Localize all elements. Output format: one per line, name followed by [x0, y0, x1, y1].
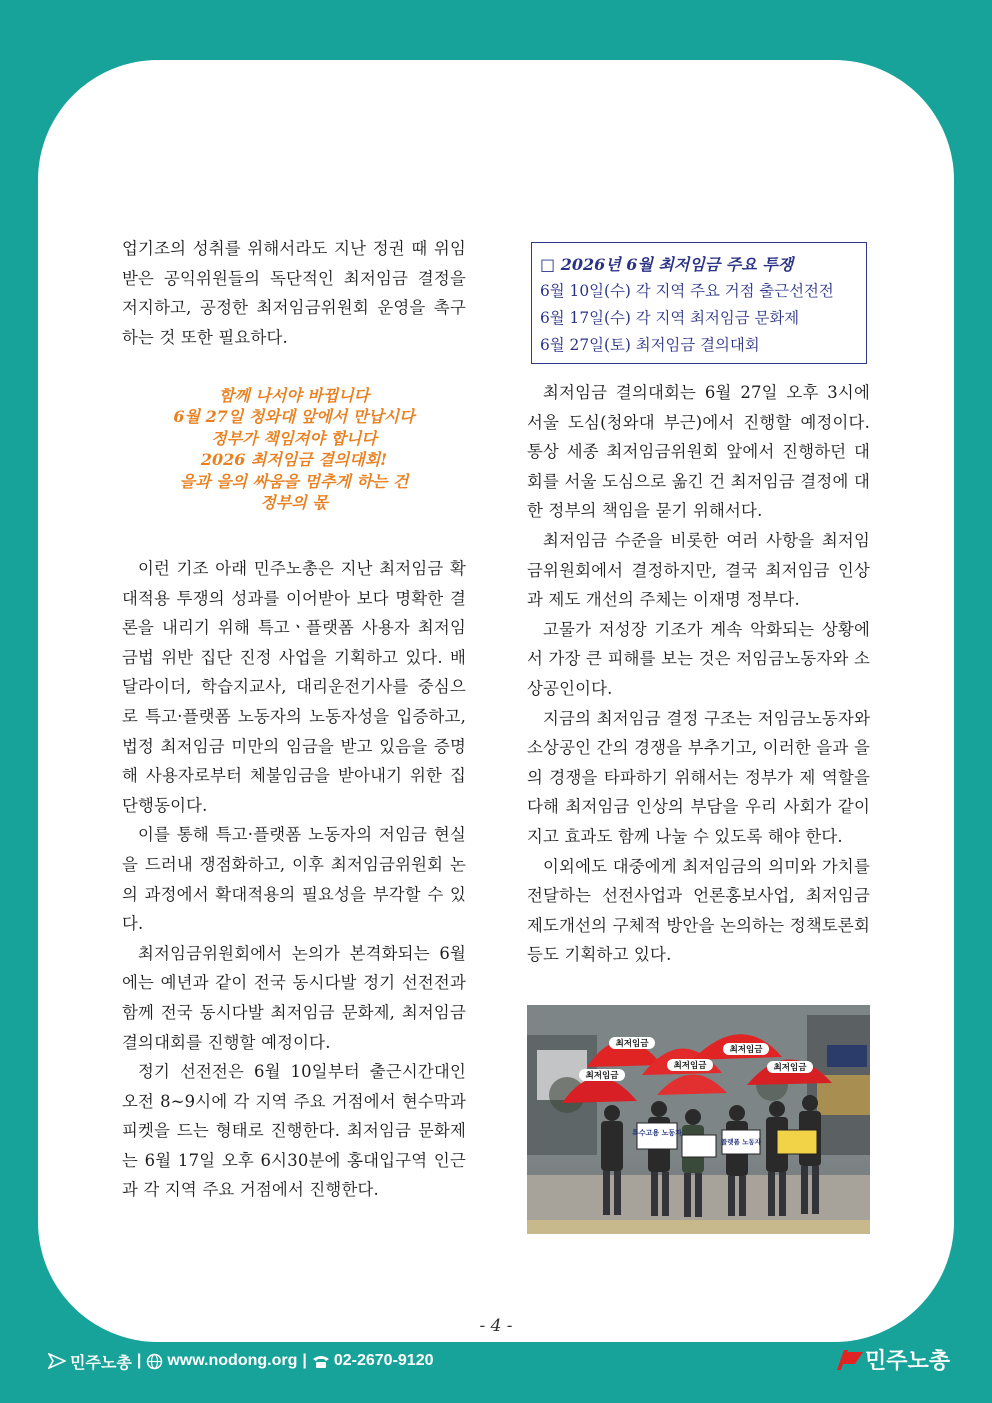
- schedule-box: [531, 242, 867, 364]
- slogan-line: 2026 최저임금 결의대회!: [200, 450, 388, 470]
- slogan-line: 을과 을의 싸움을 멈추게 하는 건: [179, 471, 409, 491]
- slogan-line: 정부가 책임져야 합니다: [211, 428, 377, 448]
- send-icon: [48, 1353, 66, 1369]
- right-paragraph-4: 지금의 최저임금 결정 구조는 저임금노동자와 소상공인 간의 경쟁을 부추기고, 이러한 을과 을의 경쟁을 타파하기 위해서는 정부가 제 역할을 다해 최저임금 인상의 부담을 우리 사회가 같이 지고 효과도 함께 나눌 수 있도록 해야 한다.: [527, 708, 870, 846]
- protest-sign: 플랫폼 노동자: [721, 1138, 761, 1146]
- left-paragraph-1: 업기조의 성취를 위해서라도 지난 정권 때 위임받은 공익위원들의 독단적인 최저임금 결정을 저지하고, 공정한 최저임금위원회 운영을 촉구하는 것 또한 필요하다.: [122, 239, 466, 347]
- footer-org: 민주노총: [70, 1354, 132, 1372]
- footer-website[interactable]: www.nodong.org: [167, 1352, 298, 1369]
- left-paragraph-3: 이를 통해 특고·플랫폼 노동자의 저임금 현실을 드러내 쟁점화하고, 이후 최저임금위원회 논의 과정에서 확대적용의 필요성을 부각할 수 있다.: [122, 825, 466, 934]
- brand-name: 민주노총: [864, 1348, 950, 1373]
- umbrella-label: 최저임금: [729, 1045, 763, 1055]
- umbrella-label: 최저임금: [615, 1039, 649, 1049]
- schedule-item: 6월 17일(수) 각 지역 최저임금 문화제: [540, 309, 800, 327]
- schedule-item: 6월 27일(토) 최저임금 결의대회: [540, 336, 760, 354]
- right-column: [527, 378, 870, 970]
- footer-phone[interactable]: 02-2670-9120: [333, 1352, 434, 1369]
- globe-icon: [146, 1353, 163, 1370]
- schedule-title: □ 2026년 6월 최저임금 주요 투쟁: [540, 255, 794, 274]
- umbrella-label: 최저임금: [773, 1063, 807, 1073]
- left-paragraph-5: 정기 선전전은 6월 10일부터 출근시간대인 오전 8~9시에 각 지역 주요 거점에서 현수막과 피켓을 드는 형태로 진행한다. 최저임금 문화제는 6월 17일 오후 6시30분에 홍대입구역 인근과 각 지역 주요 거점에서 진행한다.: [122, 1062, 466, 1200]
- footer-divider: |: [136, 1352, 142, 1369]
- umbrella-label: 최저임금: [673, 1061, 707, 1071]
- right-paragraph-5: 이외에도 대중에게 최저임금의 의미와 가치를 전달하는 선전사업과 언론홍보사업, 최저임금 제도개선의 구체적 방안을 논의하는 정책토론회 등도 기획하고 있다.: [527, 856, 870, 965]
- schedule-item: 6월 10일(수) 각 지역 주요 거점 출근선전전: [540, 282, 834, 300]
- slogan-line: 정부의 몫: [260, 493, 328, 513]
- left-column-lower: [122, 554, 466, 1205]
- rally-photo-illustration: [527, 1005, 870, 1234]
- umbrella-label: 최저임금: [585, 1071, 619, 1081]
- brand-logo: [835, 1344, 950, 1375]
- phone-icon: [312, 1354, 330, 1369]
- footer-bar: [48, 1348, 433, 1374]
- right-paragraph-3: 고물가 저성장 기조가 계속 악화되는 상황에서 가장 큰 피해를 보는 것은 저임금노동자와 소상공인이다.: [527, 619, 870, 698]
- footer-divider: |: [302, 1352, 307, 1369]
- protest-sign: 특수고용 노동자: [632, 1129, 682, 1137]
- slogan-line: 함께 나서야 바뀝니다: [218, 386, 370, 405]
- right-paragraph-1: 최저임금 결의대회는 6월 27일 오후 3시에 서울 도심(청와대 부근)에서 진행할 예정이다. 통상 세종 최저임금위원회 앞에서 진행하던 대회를 서울 도심으로 옮긴 건 최저임금 결정에 대한 정부의 책임을 묻기 위해서다.: [527, 383, 870, 521]
- right-paragraph-2: 최저임금 수준을 비롯한 여러 사항을 최저임금위원회에서 결정하지만, 결국 최저임금 인상과 제도 개선의 주체는 이재명 정부다.: [527, 530, 870, 610]
- slogan-block: [122, 385, 466, 513]
- rally-photo: [527, 1005, 870, 1234]
- left-column: [122, 234, 466, 352]
- page-number: - 4 -: [479, 1316, 513, 1336]
- slogan-line: 6월 27일 청와대 앞에서 만납시다: [173, 407, 415, 427]
- brand-flag-icon: [835, 1348, 865, 1372]
- left-paragraph-2: 이런 기조 아래 민주노총은 지난 최저임금 확대적용 투쟁의 성과를 이어받아 보다 명확한 결론을 내리기 위해 특고ㆍ플랫폼 사용자 최저임금법 위반 집단 진정 사업을 기획하고 있다. 배달라이더, 학습지교사, 대리운전기사를 중심으로 특고·플랫폼 노동자의 노동자성을 입증하고, 법정 최저임금 미만의 임금을 받고 있음을 증명해 사용자로부터 체불임금을 받아내기 위한 집단행동이다.: [122, 559, 466, 815]
- left-paragraph-4: 최저임금위원회에서 논의가 본격화되는 6월에는 예년과 같이 전국 동시다발 정기 선전전과 함께 전국 동시다발 최저임금 문화제, 최저임금 결의대회를 진행할 예정이다.: [122, 943, 466, 1052]
